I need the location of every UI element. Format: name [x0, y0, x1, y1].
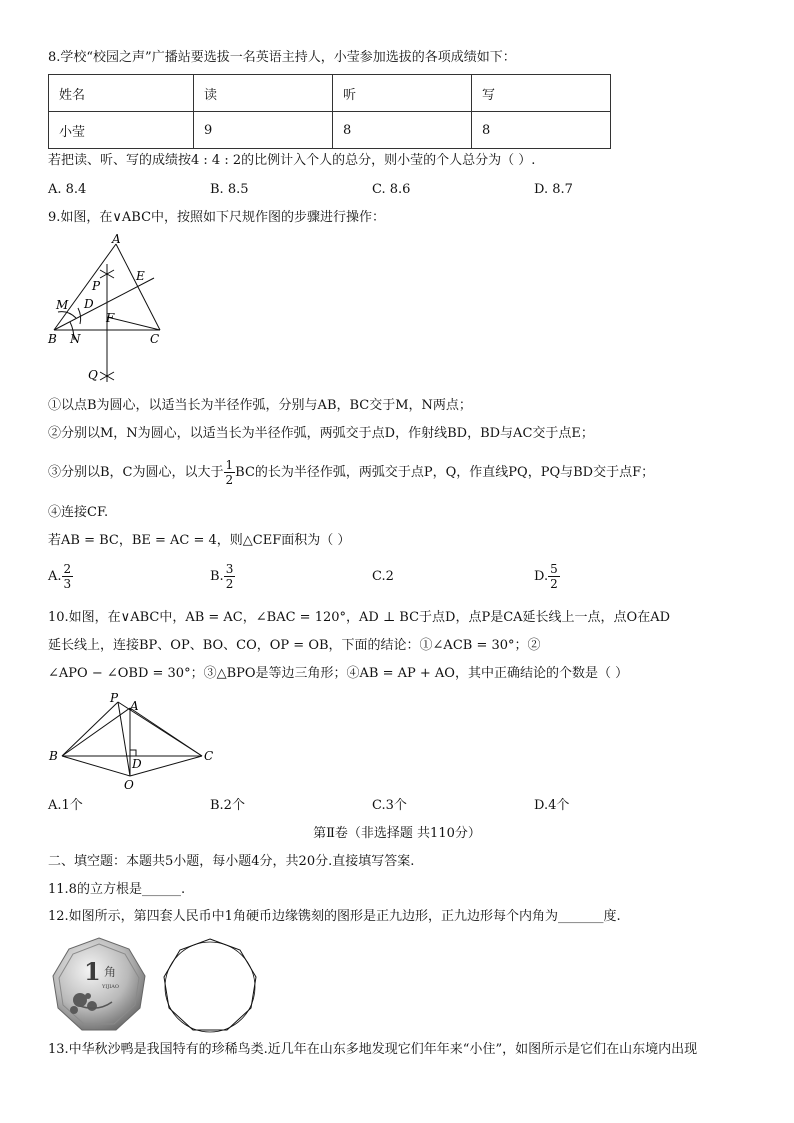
q10-line-2: 延长线上，连接BP、OP、BO、CO，OP = OB，下面的结论：①∠ACB = 30°；②: [48, 638, 541, 653]
label-c: C: [150, 332, 160, 346]
q8-option-a: A. 8.4: [48, 182, 87, 197]
option-fraction: [548, 562, 560, 591]
q12-text: 12.如图所示，第四套人民币中1角硬币边缘镌刻的图形是正九边形，正九边形每个内角为_______度.: [48, 909, 621, 924]
label-d: D: [132, 757, 142, 771]
table-cell: 小莹: [49, 112, 194, 149]
option-prefix: B.: [210, 569, 224, 584]
label-a: A: [130, 699, 139, 713]
q9-option-a: [48, 560, 73, 594]
label-n: N: [70, 332, 81, 346]
q10-option-d: D.4个: [534, 798, 570, 813]
option-fraction: [62, 562, 74, 591]
table-cell: 9: [194, 112, 333, 149]
q9-step-2: ②分别以M，N为圆心，以适当长为半径作弧，两弧交于点D，作射线BD，BD与AC交于点E；: [48, 426, 594, 441]
label-c: C: [204, 749, 214, 763]
label-m: M: [56, 298, 69, 312]
table-cell: 8: [472, 112, 611, 149]
fraction-denominator: 2: [225, 577, 234, 591]
q10-line-1: 10.如图，在∨ABC中，AB = AC，∠BAC = 120°，AD ⊥ BC于点D，点P是CA延长线上一点，点O在AD: [48, 610, 671, 625]
q10-figure: [44, 690, 224, 794]
section-title: 第Ⅱ卷（非选择题 共110分）: [313, 826, 481, 841]
fraction-denominator: 3: [63, 577, 72, 591]
coin-pinyin: YIJIAO: [102, 984, 119, 990]
q8-option-d: D. 8.7: [534, 182, 573, 197]
table-header-cell: 读: [194, 75, 333, 112]
q9-step-3-end: BC的长为半径作弧，两弧交于点P，Q，作直线PQ，PQ与BD交于点F；: [235, 465, 655, 480]
option-prefix: D.: [534, 569, 549, 584]
section-instruction: 二、填空题：本题共5小题，每小题4分，共20分.直接填写答案.: [48, 854, 415, 869]
q9-stem: 9.如图，在∨ABC中，按照如下尺规作图的步骤进行操作：: [48, 210, 386, 225]
table-row: [49, 112, 611, 149]
q13-text: 13.中华秋沙鸭是我国特有的珍稀鸟类.近几年在山东多地发现它们年年来“小住”，如图所示是它们在山东境内出现: [48, 1042, 698, 1057]
fraction-numerator: 1: [225, 458, 234, 472]
q8-question: 若把读、听、写的成绩按4 : 4 : 2的比例计入个人的总分，则小莹的个人总分为（ ）.: [48, 153, 536, 168]
label-f: F: [106, 311, 115, 325]
fraction-numerator: 3: [225, 562, 234, 576]
label-q: Q: [88, 368, 98, 382]
coin-numeral: 1: [84, 957, 101, 986]
q10-line-3: ∠APO − ∠OBD = 30°；③△BPO是等边三角形；④AB = AP + AO，其中正确结论的个数是（ ）: [48, 666, 629, 681]
q9-triangle-figure: [44, 232, 174, 392]
q10-option-c: C.3个: [372, 798, 407, 813]
fraction-half: [224, 458, 236, 487]
fraction-denominator: 2: [225, 473, 234, 487]
label-p: P: [110, 691, 119, 705]
q9-option-b: [210, 560, 235, 594]
table-header-cell: 姓名: [49, 75, 194, 112]
table-header-row: [49, 75, 611, 112]
option-prefix: A.: [48, 569, 62, 584]
option-fraction: [224, 562, 236, 591]
fraction-numerator: 5: [550, 562, 558, 576]
q9-question: 若AB = BC，BE = AC = 4，则△CEF面积为（ ）: [48, 533, 351, 548]
label-o: O: [124, 778, 134, 792]
label-p: P: [92, 279, 101, 293]
label-a: A: [112, 232, 121, 246]
q9-option-c: [372, 560, 394, 594]
q10-option-a: A.1个: [48, 798, 83, 813]
q8-stem: 8.学校“校园之声”广播站要选拔一名英语主持人，小莹参加选拔的各项成绩如下：: [48, 50, 516, 65]
q9-step-4: ④连接CF.: [48, 505, 109, 520]
q9-step-1: ①以点B为圆心，以适当长为半径作弧，分别与AB，BC交于M，N两点；: [48, 398, 472, 413]
label-e: E: [136, 269, 145, 283]
nonagon-figure: [160, 936, 260, 1036]
q9-option-d: [534, 560, 560, 594]
q9-step-3-start: ③分别以B，C为圆心，以大于: [48, 465, 224, 480]
label-d: D: [84, 297, 94, 311]
q8-option-c: C. 8.6: [372, 182, 411, 197]
fraction-denominator: 2: [550, 577, 558, 591]
coin-char: 角: [104, 965, 117, 979]
table-header-cell: 听: [333, 75, 472, 112]
q9-step-3: [48, 456, 654, 490]
q10-option-b: B.2个: [210, 798, 245, 813]
option-prefix: C.2: [372, 569, 394, 584]
label-b: B: [48, 332, 57, 346]
coin-image: [50, 936, 148, 1034]
q8-option-b: B. 8.5: [210, 182, 249, 197]
table-cell: 8: [333, 112, 472, 149]
fraction-numerator: 2: [63, 562, 72, 576]
table-header-cell: 写: [472, 75, 611, 112]
q11-text: 11.8的立方根是______.: [48, 882, 186, 897]
label-b: B: [49, 749, 58, 763]
q8-score-table: [48, 74, 611, 149]
